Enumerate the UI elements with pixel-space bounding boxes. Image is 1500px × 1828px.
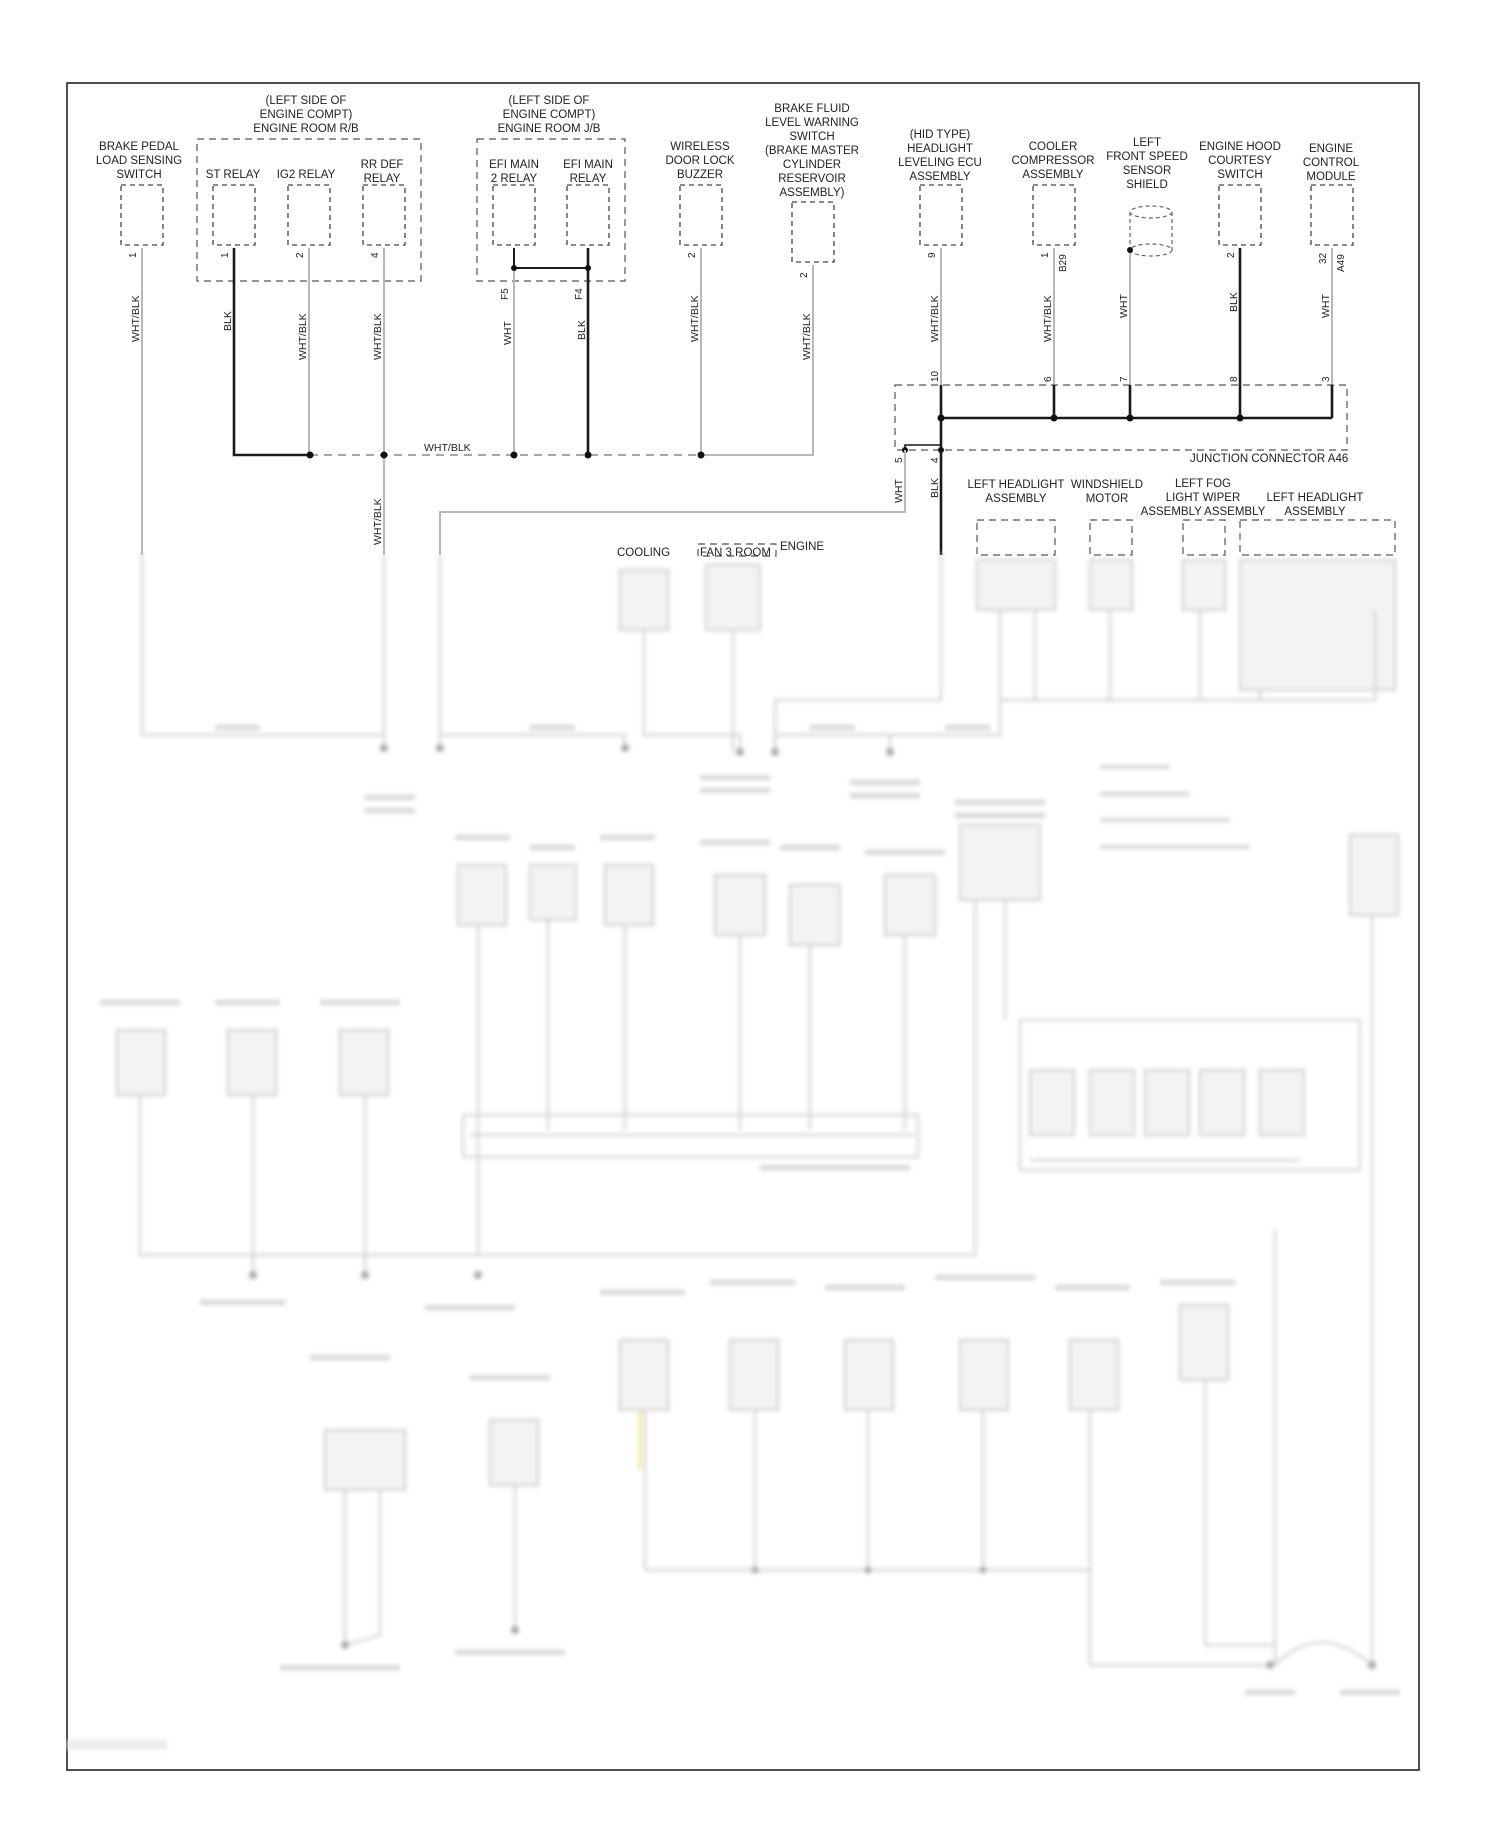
junction-bus <box>902 385 1332 453</box>
wire-label-brake-fluid: WHT/BLK <box>801 313 813 360</box>
pin-rr-def-relay: 4 <box>370 252 381 258</box>
wire-label-cooler: WHT/BLK <box>1042 295 1054 342</box>
wire-label-ig2: WHT/BLK <box>297 313 309 360</box>
svg-text:ASSEMBLY: ASSEMBLY <box>1022 169 1084 181</box>
pin-cooler-b29: B29 <box>1058 254 1069 272</box>
junction-output-wires <box>440 450 941 555</box>
svg-text:LEFT: LEFT <box>1132 137 1162 149</box>
label-engine-room-rb <box>253 95 359 135</box>
svg-text:BRAKE FLUID: BRAKE FLUID <box>774 103 850 115</box>
svg-text:COOLER: COOLER <box>1028 141 1078 153</box>
svg-text:DOOR LOCK: DOOR LOCK <box>665 155 735 167</box>
svg-text:ASSEMBLY: ASSEMBLY <box>1284 506 1346 518</box>
svg-text:HEADLIGHT: HEADLIGHT <box>907 143 973 155</box>
svg-text:WIRELESS: WIRELESS <box>670 141 730 153</box>
svg-text:WINDSHIELD: WINDSHIELD <box>1070 479 1144 491</box>
svg-text:LEFT HEADLIGHT: LEFT HEADLIGHT <box>1266 492 1364 504</box>
junction-pin-4: 4 <box>930 457 941 463</box>
wire-label-efi-main2: WHT <box>502 321 514 345</box>
label-st-relay: ST RELAY <box>205 169 261 181</box>
brake-pedal-switch-box <box>121 185 163 245</box>
ecm-box <box>1311 185 1353 245</box>
label-engine-room-jb <box>498 95 601 135</box>
label-brake-fluid-switch <box>765 103 859 199</box>
svg-text:COURTESY: COURTESY <box>1208 155 1272 167</box>
junction-out-wht: WHT <box>893 479 905 503</box>
svg-text:ENGINE COMPT): ENGINE COMPT) <box>502 109 596 121</box>
label-ig2-relay: IG2 RELAY <box>276 169 336 181</box>
svg-text:SWITCH: SWITCH <box>1217 169 1263 181</box>
svg-text:ASSEMBLY: ASSEMBLY <box>909 171 971 183</box>
svg-text:(BRAKE MASTER: (BRAKE MASTER <box>765 145 859 157</box>
wire-label-st-relay: BLK <box>222 311 234 331</box>
svg-text:(HID TYPE): (HID TYPE) <box>909 129 971 141</box>
svg-text:ENGINE: ENGINE <box>1308 143 1354 155</box>
svg-text:LEFT HEADLIGHT: LEFT HEADLIGHT <box>967 479 1065 491</box>
label-door-lock-buzzer <box>665 141 734 181</box>
svg-text:(LEFT SIDE OF: (LEFT SIDE OF <box>508 95 590 107</box>
pin-brake-fluid: 2 <box>799 272 810 278</box>
st-relay-box <box>213 185 255 245</box>
left-headlight-2-top <box>1240 520 1395 555</box>
svg-text:RESERVOIR: RESERVOIR <box>778 173 846 185</box>
door-lock-buzzer-box <box>680 185 722 245</box>
svg-text:FRONT SPEED: FRONT SPEED <box>1106 151 1188 163</box>
label-rr-def-relay <box>361 159 404 185</box>
label-ecm <box>1303 143 1360 183</box>
svg-text:LEVEL WARNING: LEVEL WARNING <box>765 117 859 129</box>
svg-text:(LEFT SIDE OF: (LEFT SIDE OF <box>265 95 347 107</box>
svg-text:RELAY: RELAY <box>363 173 401 185</box>
svg-text:ASSEMBLY): ASSEMBLY) <box>779 187 845 199</box>
svg-text:CYLINDER: CYLINDER <box>782 159 842 171</box>
svg-text:RR DEF: RR DEF <box>360 159 404 171</box>
svg-text:EFI MAIN: EFI MAIN <box>563 159 613 171</box>
headlight-ecu-box <box>920 185 962 245</box>
pin-door-lock: 2 <box>687 252 698 258</box>
svg-text:SHIELD: SHIELD <box>1126 179 1168 191</box>
label-brake-pedal-switch <box>96 141 182 181</box>
shield-cylinder-icon <box>1130 206 1172 256</box>
pin-efi-main: F4 <box>574 288 585 300</box>
svg-text:ASSEMBLY ASSEMBLY: ASSEMBLY ASSEMBLY <box>1140 506 1266 518</box>
svg-text:MODULE: MODULE <box>1306 171 1356 183</box>
junction-out-blk: BLK <box>929 478 941 498</box>
svg-text:BUZZER: BUZZER <box>677 169 723 181</box>
bus-splice-dots <box>307 247 1134 459</box>
label-windshield-motor <box>1071 479 1143 505</box>
label-efi-main2-relay <box>489 159 539 185</box>
pin-hood-switch: 2 <box>1226 252 1237 258</box>
efi-main2-relay-box <box>493 185 535 245</box>
svg-text:ENGINE HOOD: ENGINE HOOD <box>1199 141 1281 153</box>
junction-pin-3: 3 <box>1321 376 1332 382</box>
blurred-lower-diagram <box>62 552 1422 1774</box>
ig2-relay-box <box>288 185 330 245</box>
left-headlight-1-top <box>977 520 1055 555</box>
pin-st-relay: 1 <box>220 252 231 258</box>
svg-text:SWITCH: SWITCH <box>789 131 835 143</box>
svg-text:ENGINE ROOM R/B: ENGINE ROOM R/B <box>253 123 359 135</box>
cooler-compressor-box <box>1033 185 1075 245</box>
label-speed-sensor-shield <box>1106 137 1188 191</box>
svg-text:RELAY: RELAY <box>569 173 607 185</box>
wire-label-ecm: WHT <box>1320 294 1332 318</box>
wire-label-efi-main: BLK <box>576 320 588 340</box>
svg-text:ASSEMBLY: ASSEMBLY <box>985 493 1047 505</box>
junction-label: JUNCTION CONNECTOR A46 <box>1190 453 1349 465</box>
efi-main-relay-box <box>567 185 609 245</box>
wire-label-brake-pedal: WHT/BLK <box>130 295 142 342</box>
svg-text:EFI MAIN: EFI MAIN <box>489 159 539 171</box>
svg-text:BRAKE PEDAL: BRAKE PEDAL <box>99 141 179 153</box>
wire-label-headlight-ecu: WHT/BLK <box>929 295 941 342</box>
fog-top <box>1183 520 1225 555</box>
label-cooler-compressor <box>1011 141 1094 181</box>
svg-text:SENSOR: SENSOR <box>1122 165 1172 177</box>
junction-pin-8: 8 <box>1229 376 1240 382</box>
windshield-motor-top <box>1090 520 1132 555</box>
junction-pin-7: 7 <box>1119 376 1130 382</box>
svg-text:2 RELAY: 2 RELAY <box>490 173 538 185</box>
label-hood-switch <box>1199 141 1281 181</box>
label-efi-main-relay <box>563 159 613 185</box>
label-fog-wiper <box>1141 478 1266 518</box>
svg-text:COMPRESSOR: COMPRESSOR <box>1011 155 1095 167</box>
junction-pin-5: 5 <box>894 457 905 463</box>
brake-fluid-switch-box <box>792 202 834 262</box>
pin-ecm-a49: A49 <box>1336 254 1347 272</box>
junction-pin-6: 6 <box>1043 376 1054 382</box>
wire-label-shield: WHT <box>1118 294 1130 318</box>
svg-text:ENGINE COMPT): ENGINE COMPT) <box>259 109 353 121</box>
wire-label-rr-def: WHT/BLK <box>372 313 384 360</box>
hood-switch-box <box>1219 185 1261 245</box>
svg-text:ENGINE ROOM J/B: ENGINE ROOM J/B <box>497 123 601 135</box>
wire-label-door-lock: WHT/BLK <box>689 295 701 342</box>
svg-text:SWITCH: SWITCH <box>116 169 162 181</box>
junction-pin-10: 10 <box>930 370 941 382</box>
pin-efi-main2: F5 <box>500 288 511 300</box>
fragment-fan: FAN 3 ROOM <box>700 547 771 559</box>
svg-text:LIGHT WIPER: LIGHT WIPER <box>1165 492 1241 504</box>
fragment-cooling: COOLING <box>617 547 671 559</box>
pin-brake-pedal: 1 <box>128 252 139 258</box>
pin-headlight-ecu: 9 <box>927 252 938 258</box>
svg-text:LOAD SENSING: LOAD SENSING <box>95 155 183 167</box>
svg-text:LEVELING ECU: LEVELING ECU <box>898 157 982 169</box>
label-left-headlight-2 <box>1267 492 1364 518</box>
drop-wire-label: WHT/BLK <box>372 498 384 545</box>
pin-ecm: 32 <box>1318 252 1329 264</box>
label-headlight-ecu <box>898 129 982 183</box>
bus-wire-label: WHT/BLK <box>424 442 471 454</box>
pin-ig2-relay: 2 <box>295 252 306 258</box>
fragment-engine: ENGINE <box>780 541 825 553</box>
svg-text:MOTOR: MOTOR <box>1085 493 1129 505</box>
label-left-headlight-1 <box>968 479 1065 505</box>
svg-text:LEFT FOG: LEFT FOG <box>1174 478 1232 490</box>
wire-label-hood: BLK <box>1228 292 1240 312</box>
rr-def-relay-box <box>363 185 405 245</box>
pin-cooler: 1 <box>1040 252 1051 258</box>
svg-text:CONTROL: CONTROL <box>1302 157 1360 169</box>
